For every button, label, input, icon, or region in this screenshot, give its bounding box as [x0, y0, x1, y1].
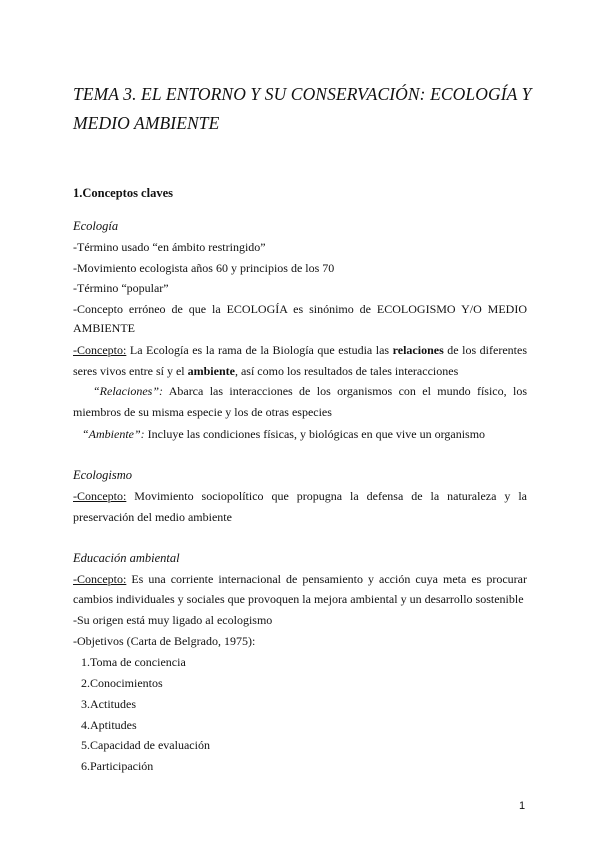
ecologia-bullet-3: -Término “popular” — [73, 281, 169, 295]
concept-text: Es una corriente internacional de pensamiento y acción cuya meta es procurar — [126, 572, 527, 586]
concept-bold-term: ambiente — [187, 364, 235, 378]
objectives-label: -Objetivos (Carta de Belgrado, 1975): — [73, 634, 256, 648]
section-heading: 1.Conceptos claves — [73, 186, 173, 200]
concept-text: Movimiento sociopolítico que propugna la defensa de la naturaleza y la — [126, 489, 527, 503]
concept-text: de los diferentes — [443, 343, 527, 357]
ecologia-heading: Ecología — [73, 219, 119, 233]
document-title: TEMA 3. EL ENTORNO Y SU CONSERVACIÓN: ECOLOGÍA Y MEDIO AMBIENTE — [73, 84, 532, 133]
objective-item: 6.Participación — [81, 759, 154, 773]
concept-bold-term: relaciones — [392, 343, 444, 357]
page-number: 1 — [519, 800, 526, 812]
ecologismo-concept-line-1 — [73, 489, 527, 504]
objective-item: 1.Toma de conciencia — [81, 655, 186, 669]
ambiente-line — [82, 427, 536, 442]
ecologia-bullet-1: -Término usado “en ámbito restringido” — [73, 240, 266, 254]
educacion-concept-line-2: cambios individuales y sociales que provoquen la mejora ambiental y un desarrollo sostenible — [73, 592, 524, 606]
concept-label: -Concepto: — [73, 343, 127, 357]
objective-item: 2.Conocimientos — [81, 676, 163, 690]
ecologismo-heading: Ecologismo — [73, 468, 133, 482]
concept-label: -Concepto: — [73, 572, 127, 586]
ambiente-text: Incluye las condiciones físicas, y biológicas en que vive un organismo — [144, 427, 486, 441]
concept-text: seres vivos entre sí y el — [73, 364, 188, 378]
ecologia-bullet-4-cont: AMBIENTE — [73, 321, 135, 335]
ecologia-bullet-4: -Concepto erróneo de que la ECOLOGÍA es sinónimo de ECOLOGISMO Y/O MEDIO — [73, 302, 527, 316]
educacion-heading: Educación ambiental — [73, 551, 180, 565]
concept-text: La Ecología es la rama de la Biología que estudia las — [126, 343, 393, 357]
educacion-concept-line-1 — [73, 572, 527, 587]
objective-item: 5.Capacidad de evaluación — [81, 738, 210, 752]
ecologismo-concept-line-2: preservación del medio ambiente — [73, 510, 232, 524]
ambiente-label: “Ambiente”: — [82, 427, 145, 441]
relaciones-line-1 — [93, 384, 527, 399]
concept-label: -Concepto: — [73, 489, 127, 503]
relaciones-label: “Relaciones”: — [93, 384, 163, 398]
objective-item: 3.Actitudes — [81, 697, 136, 711]
ecologia-bullet-2: -Movimiento ecologista años 60 y principios de los 70 — [73, 261, 335, 275]
objective-item: 4.Aptitudes — [81, 718, 137, 732]
relaciones-text: Abarca las interacciones de los organismos con el mundo físico, los — [163, 384, 527, 398]
ecologia-concept-line-1 — [73, 343, 527, 358]
relaciones-line-2: miembros de su misma especie y los de otras especies — [73, 405, 332, 419]
educacion-origin: -Su origen está muy ligado al ecologismo — [73, 613, 273, 627]
concept-text: , así como los resultados de tales interacciones — [234, 364, 459, 378]
ecologia-concept-line-2 — [73, 364, 527, 379]
